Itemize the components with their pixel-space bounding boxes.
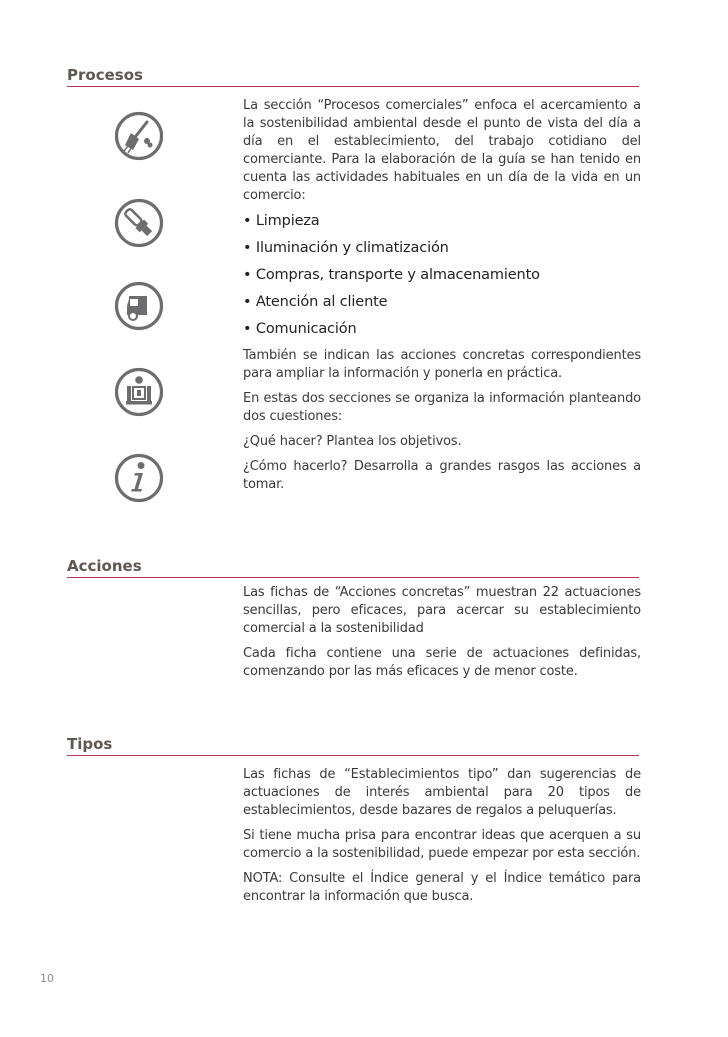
procesos-paragraph: ¿Qué hacer? Plantea los objetivos. [243,434,462,449]
section-rule-acciones [67,577,639,578]
procesos-text [243,97,641,501]
section-title-acciones: Acciones [67,557,142,575]
acciones-text [243,584,641,688]
bullet-item: • Iluminación y climatización [243,240,449,256]
tipos-text [243,766,641,913]
section-rule-tipos [67,755,639,756]
acciones-paragraph: Cada ficha contiene una serie de actuaciones definidas, comenzando por las más eficaces y de menor coste. [243,646,641,679]
procesos-paragraph: En estas dos secciones se organiza la información planteando dos cuestiones: [243,391,641,424]
acciones-paragraph: Las fichas de “Acciones concretas” muestran 22 actuaciones sencillas, pero eficaces, para acercar su establecimiento comercial a la sostenibilidad [243,585,641,636]
lightbulb-icon [114,198,164,248]
tipos-paragraph: NOTA: Consulte el Índice general y el Índice temático para encontrar la información que busca. [243,871,641,904]
bullet-item: • Comunicación [243,321,357,337]
section-title-tipos: Tipos [67,735,113,753]
info-icon [114,453,164,503]
tipos-paragraph: Las fichas de “Establecimientos tipo” dan sugerencias de actuaciones de interés ambiental para 20 tipos de establecimientos, desde bazares de regalos a peluquerías. [243,767,641,818]
customer-service-icon [114,367,164,417]
procesos-paragraph: También se indican las acciones concretas correspondientes para ampliar la información y ponerla en práctica. [243,348,641,381]
procesos-intro: La sección “Procesos comerciales” enfoca el acercamiento a la sostenibilidad ambiental desde el punto de vista del día a día en el establecimiento, del trabajo cotidiano del comerciante. Para la elaboración de la guía se han tenido en cuenta las actividades habituales en un día de la vida en un comercio: [243,98,641,203]
page-number: 10 [40,972,54,985]
truck-icon [114,281,164,331]
bullet-item: • Atención al cliente [243,294,388,310]
broom-icon [114,111,164,161]
bullet-item: • Limpieza [243,213,320,229]
procesos-paragraph: ¿Cómo hacerlo? Desarrolla a grandes rasgos las acciones a tomar. [243,459,641,492]
section-rule-procesos [67,86,639,87]
tipos-paragraph: Si tiene mucha prisa para encontrar ideas que acerquen a su comercio a la sostenibilidad, puede empezar por esta sección. [243,828,641,861]
section-title-procesos: Procesos [67,66,143,84]
bullet-item: • Compras, transporte y almacenamiento [243,267,540,283]
